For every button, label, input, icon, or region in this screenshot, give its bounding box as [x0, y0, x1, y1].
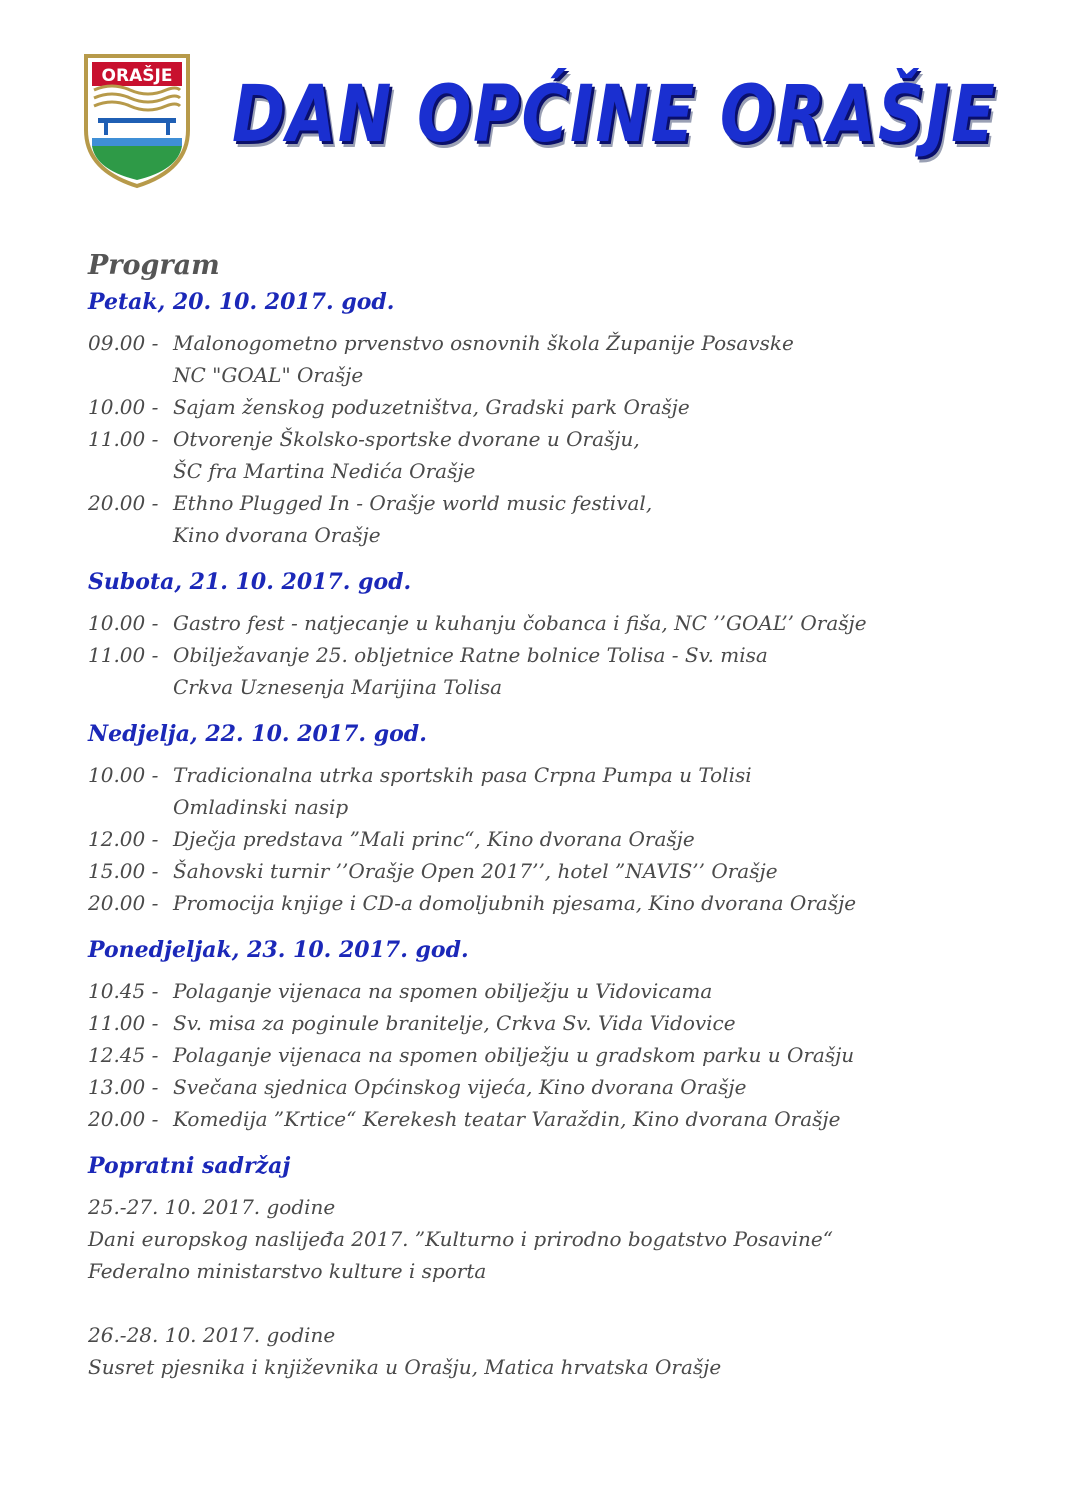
- event-time: 12.00 -: [88, 827, 165, 851]
- event-time: 15.00 -: [88, 859, 165, 883]
- event-item: [88, 639, 1048, 703]
- event-description: Sajam ženskog poduzetništva, Gradski park Orašje: [173, 395, 690, 419]
- program-content: [88, 250, 1048, 1401]
- event-description: Tradicionalna utrka sportskih pasa Crpna Pumpa u Tolisi Omladinski nasip: [173, 763, 752, 819]
- event-description: Polaganje vijenaca na spomen obilježju u Vidovicama: [173, 979, 713, 1003]
- event-time: 13.00 -: [88, 1075, 165, 1099]
- event-description: Ethno Plugged In - Orašje world music festival, Kino dvorana Orašje: [173, 491, 653, 547]
- event-description: Promocija knjige i CD-a domoljubnih pjesama, Kino dvorana Orašje: [173, 891, 857, 915]
- event-item: [88, 607, 1048, 639]
- event-item: [88, 855, 1048, 887]
- crest-label: ORAŠJE: [101, 66, 173, 86]
- side-content-block: 25.-27. 10. 2017. godine Dani europskog naslijeđa 2017. ”Kulturno i prirodno bogatstvo Posavine“ Federalno ministarstvo kulture i sporta: [88, 1195, 833, 1283]
- side-content-section: [88, 1153, 1048, 1383]
- event-time: 20.00 -: [88, 1107, 165, 1131]
- event-time: 11.00 -: [88, 427, 165, 451]
- event-description: Svečana sjednica Općinskog vijeća, Kino dvorana Orašje: [173, 1075, 747, 1099]
- event-item: [88, 487, 1048, 551]
- event-description: Obilježavanje 25. obljetnice Ratne bolnice Tolisa - Sv. misa Crkva Uznesenja Marijina Tolisa: [173, 643, 768, 699]
- day-heading: Ponedjeljak, 23. 10. 2017. god.: [88, 937, 469, 963]
- event-list: [88, 607, 1048, 703]
- day-section: [88, 569, 1048, 703]
- program-heading: Program: [88, 250, 220, 281]
- event-item: [88, 1039, 1048, 1071]
- day-heading: Petak, 20. 10. 2017. god.: [88, 289, 395, 315]
- event-time: 10.00 -: [88, 763, 165, 787]
- event-time: 20.00 -: [88, 491, 165, 515]
- event-item: [88, 975, 1048, 1007]
- event-item: [88, 1071, 1048, 1103]
- event-list: [88, 327, 1048, 551]
- event-description: Šahovski turnir ’’Orašje Open 2017’’, hotel ”NAVIS’’ Orašje: [173, 859, 778, 883]
- event-time: 10.45 -: [88, 979, 165, 1003]
- event-item: [88, 759, 1048, 823]
- event-description: Komedija ”Krtice“ Kerekesh teatar Varaždin, Kino dvorana Orašje: [173, 1107, 841, 1131]
- event-description: Sv. misa za poginule branitelje, Crkva Sv. Vida Vidovice: [173, 1011, 736, 1035]
- municipality-crest: [82, 52, 192, 190]
- event-description: Dječja predstava ”Mali princ“, Kino dvorana Orašje: [173, 827, 695, 851]
- event-description: Malonogometno prvenstvo osnovnih škola Županije Posavske NC "GOAL" Orašje: [173, 331, 794, 387]
- event-time: 10.00 -: [88, 395, 165, 419]
- day-section: [88, 721, 1048, 919]
- event-list: [88, 975, 1048, 1135]
- day-heading: Nedjelja, 22. 10. 2017. god.: [88, 721, 427, 747]
- event-time: 09.00 -: [88, 331, 165, 355]
- day-section: [88, 937, 1048, 1135]
- event-time: 10.00 -: [88, 611, 165, 635]
- event-item: [88, 823, 1048, 855]
- event-list: [88, 759, 1048, 919]
- event-item: [88, 391, 1048, 423]
- event-time: 11.00 -: [88, 1011, 165, 1035]
- event-item: [88, 423, 1048, 487]
- day-heading: Subota, 21. 10. 2017. god.: [88, 569, 412, 595]
- day-section: [88, 289, 1048, 551]
- event-item: [88, 1007, 1048, 1039]
- event-description: Otvorenje Školsko-sportske dvorane u Orašju, ŠC fra Martina Nedića Orašje: [173, 427, 640, 483]
- side-content-block: 26.-28. 10. 2017. godine Susret pjesnika i književnika u Orašju, Matica hrvatska Orašje: [88, 1323, 722, 1379]
- event-item: [88, 327, 1048, 391]
- event-item: [88, 1103, 1048, 1135]
- event-time: 20.00 -: [88, 891, 165, 915]
- event-description: Gastro fest - natjecanje u kuhanju čobanca i fiša, NC ’’GOAL’’ Orašje: [173, 611, 867, 635]
- program-days: [88, 289, 1048, 1135]
- page-title: DAN OPĆINE ORAŠJE: [232, 70, 997, 160]
- event-description: Polaganje vijenaca na spomen obilježju u gradskom parku u Orašju: [173, 1043, 855, 1067]
- event-time: 11.00 -: [88, 643, 165, 667]
- event-item: [88, 887, 1048, 919]
- side-content-heading: Popratni sadržaj: [88, 1153, 291, 1179]
- event-time: 12.45 -: [88, 1043, 165, 1067]
